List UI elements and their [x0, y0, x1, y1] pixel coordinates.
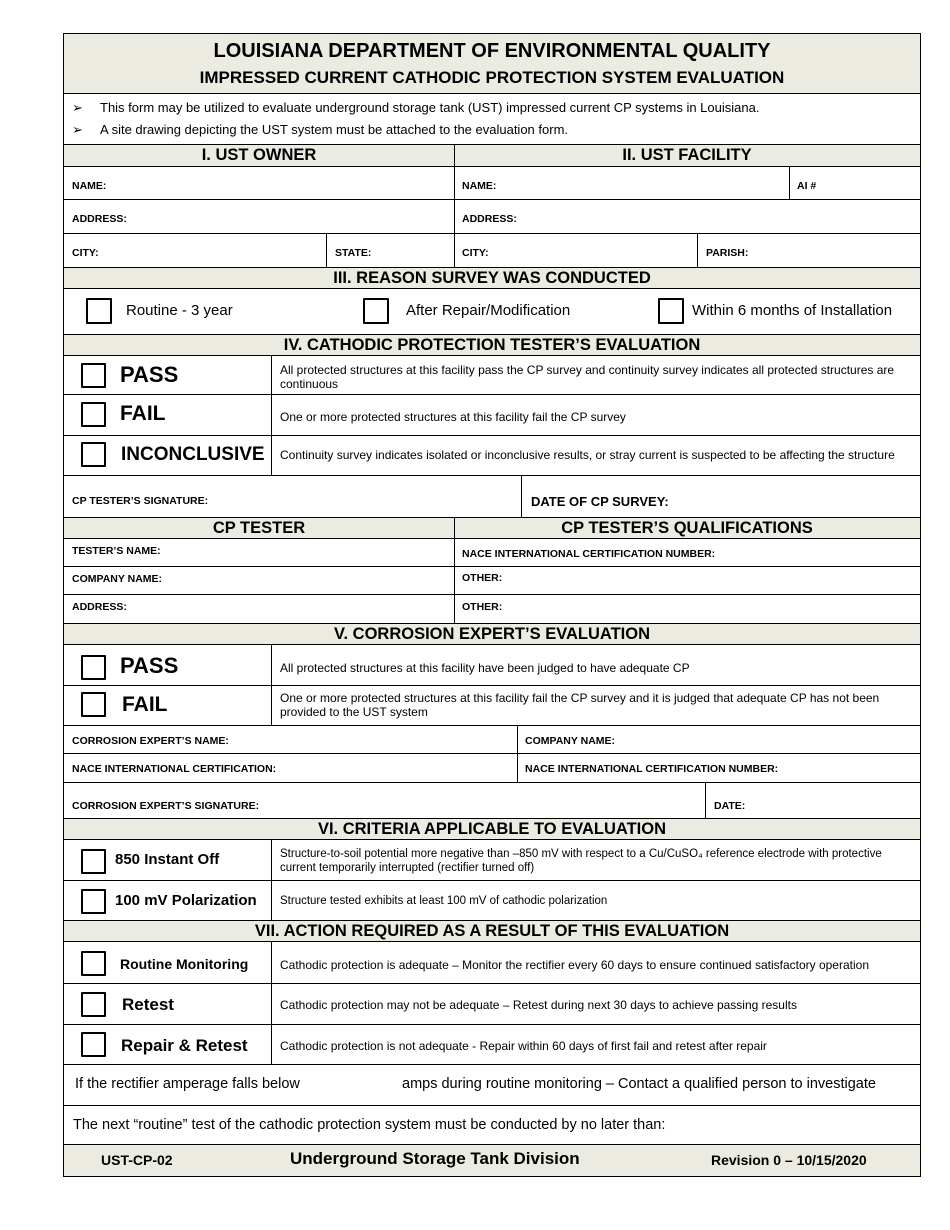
tester-company-field[interactable]: COMPANY NAME:	[72, 573, 163, 585]
next-routine-test-field[interactable]: The next “routine” test of the cathodic protection system must be conducted by no later than:	[73, 1117, 666, 1133]
amperage-threshold-input[interactable]	[318, 1074, 398, 1094]
tester-address-field[interactable]: ADDRESS:	[72, 601, 127, 613]
within-6-months-label: Within 6 months of Installation	[692, 302, 893, 319]
expert-date-field[interactable]: DATE:	[714, 800, 746, 812]
tester-pass-desc: All protected structures at this facility pass the CP survey and continuity survey indicates all protected structures are continuous	[280, 363, 895, 391]
tester-inconclusive-label: INCONCLUSIVE	[121, 444, 265, 465]
facility-address-field[interactable]: ADDRESS:	[462, 213, 517, 225]
note-text: A site drawing depicting the UST system must be attached to the evaluation form.	[100, 122, 569, 137]
expert-fail-desc: One or more protected structures at this facility fail the CP survey and it is judged that adequate CP has not been provided to the UST system	[280, 691, 880, 719]
tester-eval-heading: IV. CATHODIC PROTECTION TESTER’S EVALUATION	[283, 336, 701, 354]
revision-date: Revision 0 – 10/15/2020	[711, 1152, 867, 1168]
after-repair-checkbox[interactable]	[363, 298, 389, 324]
tester-inconclusive-desc: Continuity survey indicates isolated or inconclusive results, or stray current is suspected to be affecting the structure	[280, 448, 895, 462]
tester-other-2-field[interactable]: OTHER:	[462, 601, 503, 613]
criteria-heading: VI. CRITERIA APPLICABLE TO EVALUATION	[317, 820, 667, 838]
division-name: Underground Storage Tank Division	[290, 1149, 580, 1168]
owner-city-field[interactable]: CITY:	[72, 247, 99, 259]
repair-retest-checkbox[interactable]	[81, 1032, 106, 1057]
note-text: This form may be utilized to evaluate underground storage tank (UST) impressed current CP systems in Louisiana.	[100, 100, 760, 115]
repair-retest-desc: Cathodic protection is not adequate - Repair within 60 days of first fail and retest after repair	[280, 1039, 767, 1053]
tester-fail-label: FAIL	[120, 402, 166, 425]
owner-state-field[interactable]: STATE:	[335, 247, 372, 259]
owner-name-field[interactable]: NAME:	[72, 180, 107, 192]
tester-fail-desc: One or more protected structures at this facility fail the CP survey	[280, 410, 626, 424]
retest-desc: Cathodic protection may not be adequate – Retest during next 30 days to achieve passing results	[280, 998, 797, 1012]
expert-fail-checkbox[interactable]	[81, 692, 106, 717]
tester-inconclusive-checkbox[interactable]	[81, 442, 106, 467]
expert-pass-label: PASS	[120, 653, 179, 678]
facility-heading: II. UST FACILITY	[622, 146, 752, 164]
note-bullet-icon: ➢	[72, 100, 83, 115]
facility-city-field[interactable]: CITY:	[462, 247, 489, 259]
tester-fail-checkbox[interactable]	[81, 402, 106, 427]
facility-parish-field[interactable]: PARISH:	[706, 247, 749, 259]
facility-name-field[interactable]: NAME:	[462, 180, 497, 192]
expert-name-field[interactable]: CORROSION EXPERT’S NAME:	[72, 735, 229, 747]
amperage-text-right: amps during routine monitoring – Contact a qualified person to investigate	[402, 1076, 876, 1092]
tester-nace-number-field[interactable]: NACE INTERNATIONAL CERTIFICATION NUMBER:	[462, 548, 716, 560]
expert-nace-number-field[interactable]: NACE INTERNATIONAL CERTIFICATION NUMBER:	[525, 763, 779, 775]
after-repair-label: After Repair/Modification	[406, 302, 571, 319]
owner-heading: I. UST OWNER	[201, 146, 317, 164]
qualifications-heading: CP TESTER’S QUALIFICATIONS	[561, 519, 813, 537]
expert-pass-checkbox[interactable]	[81, 655, 106, 680]
tester-other-1-field[interactable]: OTHER:	[462, 572, 503, 584]
100mv-polarization-label: 100 mV Polarization	[115, 892, 257, 909]
evaluation-form	[63, 33, 921, 1177]
expert-nace-field[interactable]: NACE INTERNATIONAL CERTIFICATION:	[72, 763, 277, 775]
form-subtitle: IMPRESSED CURRENT CATHODIC PROTECTION SYSTEM EVALUATION	[199, 68, 785, 87]
amperage-text-left: If the rectifier amperage falls below	[75, 1076, 300, 1092]
owner-address-field[interactable]: ADDRESS:	[72, 213, 127, 225]
100mv-polarization-desc: Structure tested exhibits at least 100 mV of cathodic polarization	[280, 895, 608, 907]
850-instant-off-desc: Structure-to-soil potential more negative than –850 mV with respect to a Cu/CuSO₄ reference electrode with protective current temporarily interrupted (rectifier turned off)	[280, 848, 882, 874]
tester-pass-label: PASS	[120, 362, 179, 387]
expert-fail-label: FAIL	[122, 693, 168, 716]
retest-checkbox[interactable]	[81, 992, 106, 1017]
within-6-months-checkbox[interactable]	[658, 298, 684, 324]
repair-retest-label: Repair & Retest	[121, 1036, 248, 1055]
cp-tester-heading: CP TESTER	[212, 519, 306, 537]
tester-name-field[interactable]: TESTER’S NAME:	[72, 545, 161, 557]
850-instant-off-label: 850 Instant Off	[115, 851, 220, 868]
date-of-cp-survey-field[interactable]: DATE OF CP SURVEY:	[531, 494, 669, 509]
expert-eval-heading: V. CORROSION EXPERT’S EVALUATION	[334, 625, 650, 643]
expert-pass-desc: All protected structures at this facility have been judged to have adequate CP	[280, 661, 690, 675]
850-instant-off-checkbox[interactable]	[81, 849, 106, 874]
expert-signature-field[interactable]: CORROSION EXPERT’S SIGNATURE:	[72, 800, 260, 812]
form-title: LOUISIANA DEPARTMENT OF ENVIRONMENTAL QUALITY	[213, 40, 771, 62]
routine-monitoring-checkbox[interactable]	[81, 951, 106, 976]
100mv-polarization-checkbox[interactable]	[81, 889, 106, 914]
reason-heading: III. REASON SURVEY WAS CONDUCTED	[333, 269, 651, 287]
routine-3-year-checkbox[interactable]	[86, 298, 112, 324]
routine-monitoring-label: Routine Monitoring	[120, 956, 249, 972]
note-bullet-icon: ➢	[72, 122, 83, 137]
routine-3-year-label: Routine - 3 year	[126, 302, 233, 319]
action-heading: VII. ACTION REQUIRED AS A RESULT OF THIS EVALUATION	[254, 922, 730, 940]
facility-ai-field[interactable]: AI #	[797, 180, 817, 192]
cp-tester-signature-field[interactable]: CP TESTER’S SIGNATURE:	[72, 495, 209, 507]
retest-label: Retest	[122, 995, 174, 1014]
routine-monitoring-desc: Cathodic protection is adequate – Monitor the rectifier every 60 days to ensure continued satisfactory operation	[280, 958, 870, 972]
expert-company-field[interactable]: COMPANY NAME:	[525, 735, 616, 747]
tester-pass-checkbox[interactable]	[81, 363, 106, 388]
form-id: UST-CP-02	[101, 1152, 173, 1168]
